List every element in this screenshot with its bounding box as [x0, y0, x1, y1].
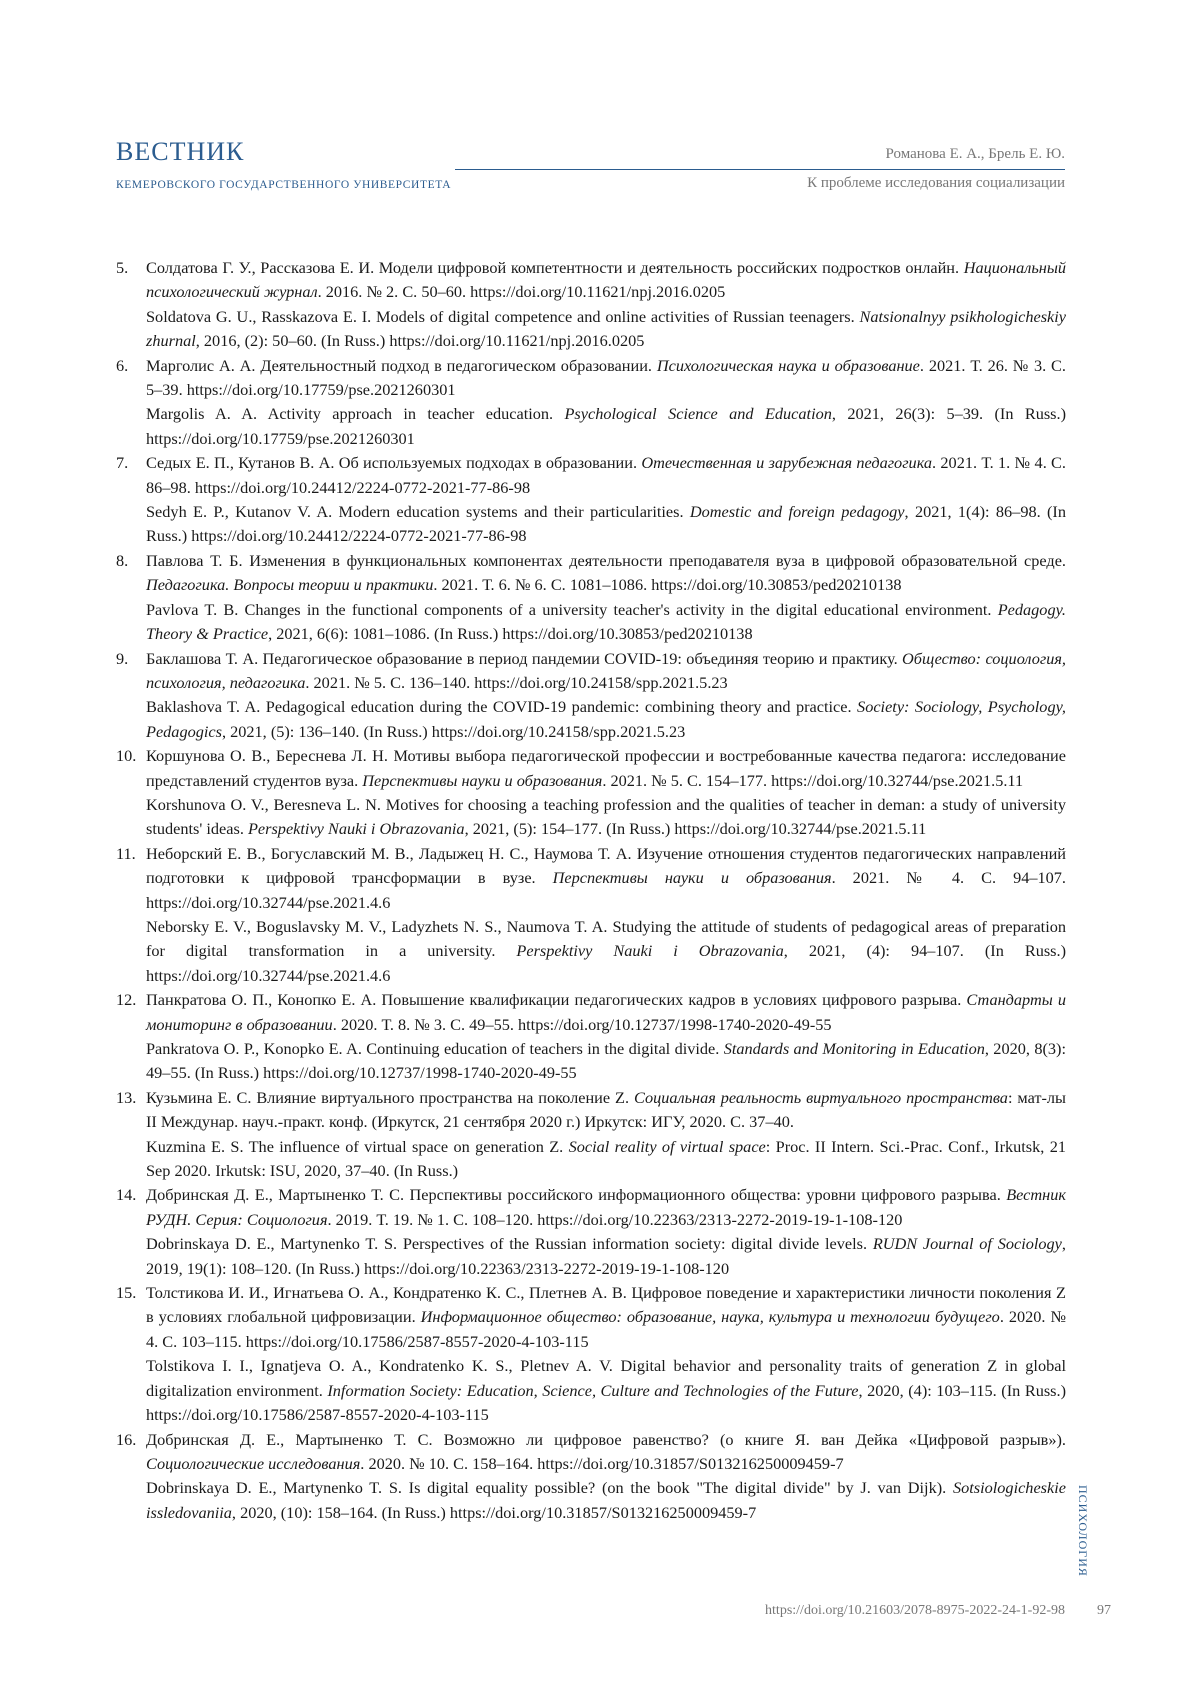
side-section-label: ПСИХОЛОГИЯ [1075, 1485, 1090, 1577]
journal-subtitle: КЕМЕРОВСКОГО ГОСУДАРСТВЕННОГО УНИВЕРСИТЕТА [116, 179, 451, 191]
reference-text: Неборский Е. В., Богуславский М. В., Ладыжец Н. С., Наумова Т. А. Изучение отношения студентов педагогических направлений подготовки к цифровой трансформации в вузе. [146, 844, 1066, 887]
header-rule [455, 169, 1065, 170]
reference-russian [146, 1183, 1066, 1232]
reference-source-title: Standards and Monitoring in Education [724, 1039, 985, 1058]
reference-text: : Proc. II Intern. Sci.-Prac. Conf., Irkutsk, 21 Sep 2020. Irkutsk: ISU, 2020, 37–40. (In Russ.) [146, 1137, 1066, 1180]
reference-item [116, 744, 1066, 842]
journal-title: ВЕСТНИК [116, 137, 244, 167]
reference-english [146, 1135, 1066, 1184]
reference-source-title: Society: Sociology, Psychology, Pedagogics [146, 697, 1066, 740]
reference-number: 15. [116, 1281, 144, 1305]
reference-item [116, 549, 1066, 647]
reference-text: , 2021, (5): 136–140. (In Russ.) https://doi.org/10.24158/spp.2021.5.23 [222, 722, 685, 741]
reference-source-title: Domestic and foreign pedagogy [690, 502, 905, 521]
reference-text: , 2021, (4): 94–107. (In Russ.) https://doi.org/10.32744/pse.2021.4.6 [146, 941, 1066, 984]
reference-english [146, 598, 1066, 647]
reference-english [146, 915, 1066, 988]
reference-number: 6. [116, 354, 144, 378]
reference-source-title: RUDN Journal of Sociology [873, 1234, 1062, 1253]
reference-source-title: Педагогика. Вопросы теории и практики [146, 575, 433, 594]
reference-number: 10. [116, 744, 144, 768]
reference-text: , 2019, 19(1): 108–120. (In Russ.) https://doi.org/10.22363/2313-2272-2019-19-1-108-120 [146, 1234, 1066, 1277]
reference-english [146, 1037, 1066, 1086]
reference-number: 16. [116, 1428, 144, 1452]
reference-list [116, 256, 1066, 1525]
reference-text: . 2016. № 2. С. 50–60. https://doi.org/10.11621/npj.2016.0205 [318, 282, 726, 301]
reference-russian [146, 354, 1066, 403]
reference-russian [146, 256, 1066, 305]
reference-source-title: Pedagogy. Theory & Practice [146, 600, 1066, 643]
reference-number: 11. [116, 842, 144, 866]
reference-russian [146, 451, 1066, 500]
reference-source-title: Стандарты и мониторинг в образовании [146, 990, 1066, 1033]
reference-number: 9. [116, 647, 144, 671]
reference-item [116, 256, 1066, 354]
reference-source-title: Вестник РУДН. Серия: Социология [146, 1185, 1066, 1228]
header-authors: Романова Е. А., Брель Е. Ю. [886, 146, 1065, 163]
reference-english [146, 1476, 1066, 1525]
reference-source-title: Perspektivy Nauki i Obrazovania [516, 941, 783, 960]
reference-english [146, 305, 1066, 354]
reference-russian [146, 1086, 1066, 1135]
reference-russian [146, 1281, 1066, 1354]
reference-text: . 2019. Т. 19. № 1. С. 108–120. https://doi.org/10.22363/2313-2272-2019-19-1-108-120 [328, 1210, 903, 1229]
reference-text: , 2021, (5): 154–177. (In Russ.) https://doi.org/10.32744/pse.2021.5.11 [465, 819, 927, 838]
footer-doi-link[interactable]: https://doi.org/10.21603/2078-8975-2022-24-1-92-98 [765, 1603, 1065, 1619]
reference-text: Добринская Д. Е., Мартыненко Т. С. Возможно ли цифровое равенство? (о книге Я. ван Дейка «Цифровой разрыв»). [146, 1430, 1066, 1449]
reference-number: 8. [116, 549, 144, 573]
reference-text: . 2021. Т. 26. № 3. С. 5–39. https://doi.org/10.17759/pse.2021260301 [146, 356, 1066, 399]
page-number: 97 [1097, 1603, 1111, 1619]
reference-text: Korshunova O. V., Beresneva L. N. Motives for choosing a teaching profession and the qualities of teacher in deman: a study of university students' ideas. [146, 795, 1066, 838]
reference-text: Tolstikova I. I., Ignatjeva O. A., Kondratenko K. S., Pletnev A. V. Digital behavior and personality traits of generation Z in global digitalization environment. [146, 1356, 1066, 1399]
reference-source-title: Отечественная и зарубежная педагогика [641, 453, 932, 472]
reference-source-title: Psychological Science and Education [564, 404, 831, 423]
reference-source-title: Общество: социология, психология, педагогика [146, 649, 1066, 692]
reference-number: 5. [116, 256, 144, 280]
reference-text: . 2020. Т. 8. № 3. С. 49–55. https://doi.org/10.12737/1998-1740-2020-49-55 [333, 1015, 832, 1034]
reference-item [116, 354, 1066, 452]
reference-english [146, 695, 1066, 744]
reference-text: Коршунова О. В., Береснева Л. Н. Мотивы выбора педагогической профессии и востребованные качества педагога: исследование представлений студентов вуза. [146, 746, 1066, 789]
reference-text: Седых Е. П., Кутанов В. А. Об используемых подходах в образовании. [146, 453, 641, 472]
reference-text: Марголис А. А. Деятельностный подход в педагогическом образовании. [146, 356, 657, 375]
reference-source-title: Перспективы науки и образования [553, 868, 832, 887]
reference-russian [146, 1428, 1066, 1477]
reference-text: . 2021. № 4. С. 94–107. https://doi.org/10.32744/pse.2021.4.6 [146, 868, 1066, 911]
reference-text: , 2020, (4): 103–115. (In Russ.) https://doi.org/10.17586/2587-8557-2020-4-103-115 [146, 1381, 1066, 1424]
reference-source-title: Социальная реальность виртуального пространства [634, 1088, 1008, 1107]
reference-text: Павлова Т. Б. Изменения в функциональных компонентах деятельности преподавателя вуза в цифровой образовательной среде. [146, 551, 1066, 570]
reference-text: , 2021, 1(4): 86–98. (In Russ.) https://doi.org/10.24412/2224-0772-2021-77-86-98 [146, 502, 1066, 545]
reference-text: . 2021. № 5. С. 154–177. https://doi.org/10.32744/pse.2021.5.11 [602, 771, 1023, 790]
reference-russian [146, 744, 1066, 793]
reference-source-title: Social reality of virtual space [569, 1137, 766, 1156]
reference-english [146, 793, 1066, 842]
reference-number: 7. [116, 451, 144, 475]
reference-number: 12. [116, 988, 144, 1012]
reference-text: , 2021, 26(3): 5–39. (In Russ.) https://doi.org/10.17759/pse.2021260301 [146, 404, 1066, 447]
reference-text: Dobrinskaya D. E., Martynenko T. S. Perspectives of the Russian information society: digital divide levels. [146, 1234, 873, 1253]
reference-source-title: Социологические исследования [146, 1454, 360, 1473]
reference-text: Dobrinskaya D. E., Martynenko T. S. Is digital equality possible? (on the book "The digital divide" by J. van Dijk). [146, 1478, 953, 1497]
reference-source-title: Национальный психологический журнал [146, 258, 1066, 301]
reference-source-title: Психологическая наука и образование [657, 356, 920, 375]
reference-item [116, 1281, 1066, 1427]
reference-english [146, 1232, 1066, 1281]
reference-russian [146, 988, 1066, 1037]
reference-source-title: Перспективы науки и образования [362, 771, 602, 790]
reference-text: Neborsky E. V., Boguslavsky M. V., Ladyzhets N. S., Naumova T. A. Studying the attitude of students of pedagogical areas of preparation for digital transformation in a university. [146, 917, 1066, 960]
reference-text: . 2021. Т. 6. № 6. С. 1081–1086. https://doi.org/10.30853/ped20210138 [433, 575, 901, 594]
reference-text: Pavlova T. B. Changes in the functional components of a university teacher's activity in the digital educational environment. [146, 600, 998, 619]
reference-text: . 2021. № 5. С. 136–140. https://doi.org/10.24158/spp.2021.5.23 [305, 673, 727, 692]
reference-text: Солдатова Г. У., Рассказова Е. И. Модели цифровой компетентности и деятельность российских подростков онлайн. [146, 258, 964, 277]
reference-text: Baklashova T. A. Pedagogical education during the COVID-19 pandemic: combining theory and practice. [146, 697, 857, 716]
reference-source-title: Информационное общество: образование, наука, культура и технологии будущего [421, 1307, 1000, 1326]
reference-text: , 2016, (2): 50–60. (In Russ.) https://doi.org/10.11621/npj.2016.0205 [196, 331, 645, 350]
reference-text: : мат-лы II Междунар. науч.-практ. конф. (Иркутск, 21 сентября 2020 г.) Иркутск: ИГУ, 2020. С. 37–40. [146, 1088, 1066, 1131]
reference-english [146, 1354, 1066, 1427]
reference-russian [146, 647, 1066, 696]
reference-russian [146, 549, 1066, 598]
reference-text: , 2020, 8(3): 49–55. (In Russ.) https://doi.org/10.12737/1998-1740-2020-49-55 [146, 1039, 1066, 1082]
reference-text: . 2020. № 4. С. 103–115. https://doi.org/10.17586/2587-8557-2020-4-103-115 [146, 1307, 1066, 1350]
header-article-title: К проблеме исследования социализации [807, 175, 1065, 192]
reference-text: Kuzmina E. S. The influence of virtual space on generation Z. [146, 1137, 569, 1156]
reference-text: Баклашова Т. А. Педагогическое образование в период пандемии COVID-19: объединяя теорию и практику. [146, 649, 902, 668]
reference-english [146, 402, 1066, 451]
reference-item [116, 988, 1066, 1086]
reference-item [116, 647, 1066, 745]
reference-text: Панкратова О. П., Конопко Е. А. Повышение квалификации педагогических кадров в условиях цифрового разрыва. [146, 990, 966, 1009]
reference-number: 13. [116, 1086, 144, 1110]
reference-source-title: Information Society: Education, Science, Culture and Technologies of the Future [327, 1381, 858, 1400]
reference-text: Soldatova G. U., Rasskazova E. I. Models of digital competence and online activities of Russian teenagers. [146, 307, 860, 326]
reference-number: 14. [116, 1183, 144, 1207]
reference-text: Sedyh E. P., Kutanov V. A. Modern education systems and their particularities. [146, 502, 690, 521]
reference-text: , 2020, (10): 158–164. (In Russ.) https://doi.org/10.31857/S013216250009459-7 [232, 1503, 756, 1522]
reference-text: , 2021, 6(6): 1081–1086. (In Russ.) https://doi.org/10.30853/ped20210138 [268, 624, 753, 643]
reference-source-title: Sotsiologicheskie issledovaniia [146, 1478, 1066, 1521]
reference-item [116, 1183, 1066, 1281]
reference-text: Margolis A. A. Activity approach in teacher education. [146, 404, 564, 423]
reference-source-title: Perspektivy Nauki i Obrazovania [248, 819, 465, 838]
reference-source-title: Natsionalnyy psikhologicheskiy zhurnal [146, 307, 1066, 350]
reference-text: . 2020. № 10. С. 158–164. https://doi.org/10.31857/S013216250009459-7 [360, 1454, 843, 1473]
reference-item [116, 451, 1066, 549]
reference-text: Добринская Д. Е., Мартыненко Т. С. Перспективы российского информационного общества: уровни цифрового разрыва. [146, 1185, 1006, 1204]
reference-russian [146, 842, 1066, 915]
reference-text: . 2021. Т. 1. № 4. С. 86–98. https://doi.org/10.24412/2224-0772-2021-77-86-98 [146, 453, 1066, 496]
reference-english [146, 500, 1066, 549]
reference-item [116, 842, 1066, 988]
reference-text: Толстикова И. И., Игнатьева О. А., Кондратенко К. С., Плетнев А. В. Цифровое поведение и характеристики личности поколения Z в условиях глобальной цифровизации. [146, 1283, 1066, 1326]
reference-text: Кузьмина Е. С. Влияние виртуального пространства на поколение Z. [146, 1088, 634, 1107]
reference-item [116, 1428, 1066, 1526]
reference-item [116, 1086, 1066, 1184]
reference-text: Pankratova O. P., Konopko E. A. Continuing education of teachers in the digital divide. [146, 1039, 724, 1058]
